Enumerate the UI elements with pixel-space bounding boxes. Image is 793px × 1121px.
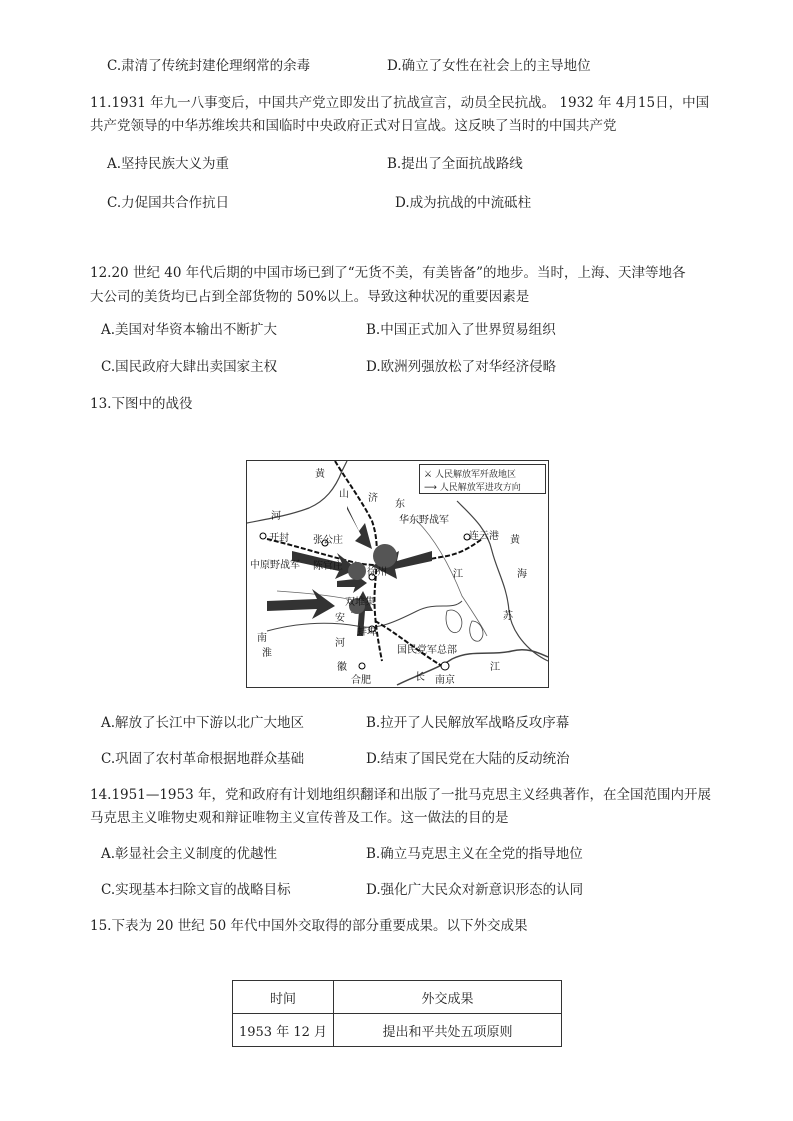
map-label: 开封 (269, 533, 289, 544)
legend-row-attack (424, 480, 521, 493)
map-label: 合肥 (351, 675, 371, 686)
q14-stem-line2: 马克思主义唯物史观和辩证唯物主义宣传普及工作。这一做法的目的是 (90, 810, 509, 826)
battle-map (246, 460, 549, 688)
map-label: 河 (271, 511, 281, 522)
q12-option-d: D.欧洲列强放松了对华经济侵略 (366, 359, 557, 375)
map-label: 江 (453, 569, 463, 580)
legend-label-annihilation: 人民解放军歼敌地区 (434, 470, 516, 480)
q13-option-b: B.拉开了人民解放军战略反攻序幕 (366, 715, 570, 731)
map-label: 江 (490, 662, 500, 673)
q10-option-d: D.确立了女性在社会上的主导地位 (387, 58, 591, 74)
table-header-row (233, 981, 562, 1014)
map-label: 苏 (503, 611, 513, 622)
map-label: 徐州 (367, 567, 387, 578)
q14-option-b: B.确立马克思主义在全党的指导地位 (366, 846, 583, 862)
diplomacy-table (232, 980, 562, 1047)
table-cell-time: 1953 年 12 月 (233, 1014, 334, 1047)
q10-option-c: C.肃清了传统封建伦理纲常的余毒 (107, 58, 311, 74)
map-label: 山 (339, 489, 349, 500)
arrow-icon: ⟶ (424, 483, 437, 493)
map-label: 长 (415, 672, 425, 683)
map-label: 南 (257, 633, 267, 644)
q14-option-c: C.实现基本扫除文盲的战略目标 (101, 882, 291, 898)
map-label: 陈官庄 (313, 561, 343, 572)
map-label: 华东野战军 (399, 515, 449, 526)
map-label: 徽 (337, 662, 347, 673)
map-label: 济 (368, 493, 378, 504)
q13-option-d: D.结束了国民党在大陆的反动统治 (366, 751, 570, 767)
map-label: 双堆集 (345, 597, 375, 608)
map-legend (419, 464, 546, 494)
q15-stem: 15.下表为 20 世纪 50 年代中国外交取得的部分重要成果。以下外交成果 (90, 918, 528, 934)
table-row (233, 1014, 562, 1047)
q14-stem-line1: 14.1951—1953 年，党和政府有计划地组织翻译和出版了一批马克思主义经典著作，在全国范围内开展 (90, 787, 711, 803)
q11-option-d: D.成为抗战的中流砥柱 (395, 195, 532, 211)
map-label: 蚌埠 (357, 627, 377, 638)
map-label: 河 (335, 638, 345, 649)
q11-option-b: B.提出了全面抗战路线 (387, 156, 523, 172)
map-label: 海 (517, 569, 527, 580)
q12-stem-line1: 12.20 世纪 40 年代后期的中国市场已到了“无货不美，有美皆备”的地步。当时，上海、天津等地各 (90, 265, 686, 281)
q14-option-d: D.强化广大民众对新意识形态的认同 (366, 882, 584, 898)
q11-option-c: C.力促国共合作抗日 (107, 195, 230, 211)
map-label: 张公庄 (313, 535, 343, 546)
legend-row-annihilation (424, 467, 516, 480)
q14-option-a: A.彰显社会主义制度的优越性 (101, 846, 278, 862)
table-header-time: 时间 (233, 981, 334, 1014)
q12-option-a: A.美国对华资本输出不断扩大 (101, 322, 278, 338)
q13-stem: 13.下图中的战役 (90, 396, 193, 412)
map-label: 淮 (262, 648, 272, 659)
map-label: 黄 (315, 469, 325, 480)
table-header-achievement: 外交成果 (334, 981, 562, 1014)
map-label: 中原野战军 (250, 560, 300, 571)
map-label: 黄 (510, 535, 520, 546)
map-label: 南京 (435, 675, 455, 686)
legend-label-attack: 人民解放军进攻方向 (439, 483, 521, 493)
q13-option-c: C.巩固了农村革命根据地群众基础 (101, 751, 305, 767)
q12-option-b: B.中国正式加入了世界贸易组织 (366, 322, 556, 338)
q11-stem-line1: 11.1931 年九一八事变后，中国共产党立即发出了抗战宣言，动员全民抗战。 1932 年 4月15日，中国 (90, 95, 710, 111)
map-label: 国民党军总部 (397, 645, 457, 656)
table-cell-achievement: 提出和平共处五项原则 (334, 1014, 562, 1047)
q11-option-a: A.坚持民族大义为重 (107, 156, 230, 172)
q12-stem-line2: 大公司的美货均已占到全部货物的 50%以上。导致这种状况的重要因素是 (90, 289, 530, 305)
q12-option-c: C.国民政府大肆出卖国家主权 (101, 359, 278, 375)
crossed-swords-icon: ⚔ (424, 470, 433, 480)
map-label: 东 (395, 499, 405, 510)
q13-option-a: A.解放了长江中下游以北广大地区 (101, 715, 305, 731)
map-label: 连云港 (469, 531, 499, 542)
map-label: 安 (335, 613, 345, 624)
q11-stem-line2: 共产党领导的中华苏维埃共和国临时中央政府正式对日宣战。这反映了当时的中国共产党 (90, 118, 617, 134)
